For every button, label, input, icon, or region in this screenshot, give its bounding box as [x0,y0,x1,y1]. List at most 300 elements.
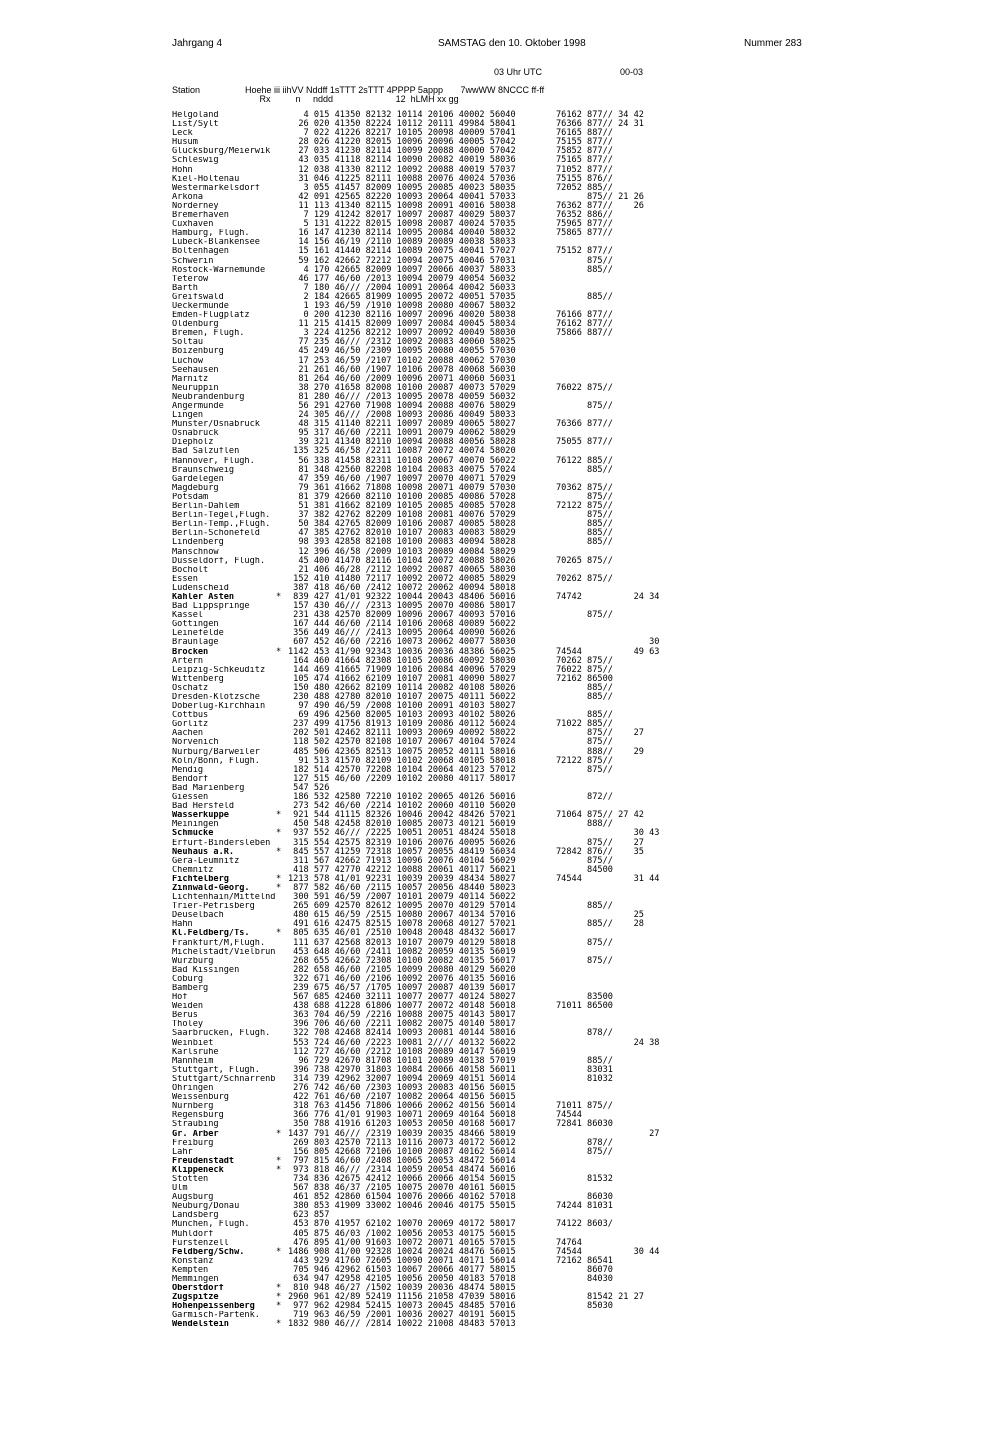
utc-time-label: 03 Uhr UTC [494,67,543,77]
weather-values: 70262 875// [556,573,613,584]
mountain-station-mark: * [276,1128,282,1139]
mountain-station-mark: * [276,1283,282,1294]
observation-values: 7 129 41242 82017 10097 20087 40029 58037 [288,210,516,221]
observation-values: 135 325 46/58 /2211 10087 20072 40074 58020 [288,446,516,457]
mountain-station-mark: * [276,1292,282,1303]
station-name: Braunlage [172,638,219,648]
observation-values: 453 870 41957 62102 10070 20069 40172 58017 [288,1219,516,1230]
mountain-station-mark: * [276,882,282,893]
observation-values: 273 542 46/60 /2214 10102 20060 40110 56020 [288,801,516,812]
observation-values: 14 156 46/19 /2110 10089 20089 40038 58033 [288,237,516,248]
volume-label: Jahrgang 4 [172,38,223,49]
observation-values: 231 438 42570 82009 10096 20067 40093 57016 [288,610,516,621]
station-name: Doberlug-Kirchhain [172,702,266,712]
station-name: Oschatz [172,683,209,693]
weather-values: 75155 876// [556,173,613,184]
station-name: Wittenberg [172,674,224,684]
observation-values: 356 449 46/// /2413 10095 20064 40090 56026 [288,628,516,639]
weather-values: 30 [556,637,660,648]
station-name: Osnabrück [172,429,219,439]
weather-values: 71022 885// [556,719,613,730]
observation-values: 1437 791 46/// /2319 10039 20035 48466 58019 [288,1128,516,1139]
weather-values: 885// 28 [556,919,644,930]
observation-values: 973 818 46/// /2314 10059 20054 48474 56016 [288,1164,516,1175]
observation-values: 547 526 [288,782,330,793]
weather-values: 75866 887// [556,328,613,339]
observation-values: 150 480 42662 82109 10114 20082 40108 58026 [288,682,516,693]
observation-values: 28 026 41220 82015 10096 20096 40005 57042 [288,137,516,148]
station-name: München, Flugh. [172,1220,250,1230]
observation-values: 15 161 41440 82114 10089 20075 40041 57027 [288,246,516,257]
weather-values: 75165 877// [556,155,613,166]
weather-values: 75055 877// [556,437,613,448]
station-name: Arkona [172,192,204,202]
observation-values: 105 474 41662 62109 10107 20081 40090 58027 [288,673,516,684]
observation-values: 269 803 42570 72113 10116 20073 40172 56012 [288,1137,516,1148]
observation-values: 387 418 46/60 /2412 10072 20062 40094 58018 [288,582,516,593]
weather-values: 875// 21 26 [556,191,644,202]
observation-values: 300 591 46/59 /2007 10101 20079 40114 56022 [288,892,516,903]
weather-values: 72122 875// [556,501,613,512]
station-name: Freiburg [172,1138,214,1148]
weather-values: 74544 [556,1110,582,1121]
station-name: Bremen, Flugh. [172,329,245,339]
observation-values: 438 688 41228 61806 10077 20072 40148 56018 [288,1001,516,1012]
weather-values: 76362 877// 26 [556,200,644,211]
observation-values: 24 305 46/// /2008 10093 20086 40049 58033 [288,410,516,421]
observation-values: 797 815 46/60 /2408 10065 20053 48472 56014 [288,1155,516,1166]
observation-values: 3 055 41457 82009 10095 20085 40023 58035 [288,182,516,193]
observation-values: 322 671 46/60 /2106 10092 20076 40135 56016 [288,973,516,984]
weather-values: 71011 86500 [556,1001,613,1012]
weather-values: 84500 [556,864,613,875]
station-name: Ulm [172,1184,188,1194]
weather-values: 81542 21 27 [556,1292,644,1303]
weather-values: 885// [556,291,613,302]
station-name: Meiningen [172,820,219,830]
station-name: Neubrandenburg [172,392,245,402]
station-name: Wendelstein [172,1320,229,1330]
weather-values: 76162 877// 34 42 [556,110,644,120]
weather-values: 71052 877// [556,164,613,175]
observation-values: 2 184 42665 81909 10095 20072 40051 57035 [288,291,516,302]
station-name: Essen [172,574,198,584]
station-name: Ueckermünde [172,301,229,311]
weather-values: 74544 49 63 [556,646,660,657]
station-name: Emden-Flugplatz [172,311,250,321]
mountain-station-mark: * [276,1319,282,1330]
station-name: Giessen [172,793,209,803]
observation-values: 202 501 42462 82111 10093 20069 40092 58022 [288,728,516,739]
station-name: Boizenburg [172,347,224,357]
mountain-station-mark: * [276,1246,282,1257]
station-name: Nürburg/Barweiler [172,747,260,757]
weather-values: 72842 876// 35 [556,846,644,857]
station-name: Diepholz [172,438,214,448]
weather-values: 75965 877// [556,219,613,230]
weather-values: 875// [556,737,613,748]
station-name: Berlin-Schönefeld [172,529,260,539]
weather-values: 74544 30 44 [556,1246,660,1257]
station-name: Marnitz [172,374,209,384]
station-name: Braunschweig [172,465,235,475]
observation-values: 46 177 46/60 /2013 10094 20079 40054 56032 [288,273,516,284]
station-name: Husum [172,138,198,148]
column-header-line2: Rx n nddd 12 hLMH xx gg [172,94,459,104]
observation-values: 79 361 41662 71808 10098 20071 40079 57030 [288,482,516,493]
period-label: 00-03 [620,67,644,77]
station-name: Mannheim [172,1056,214,1066]
station-name: Seehausen [172,365,219,375]
observation-values: 1 193 46/59 /1910 10098 20080 40067 58032 [288,300,516,311]
station-name: Bendorf [172,774,209,784]
station-name: Hof [172,993,188,1003]
observation-values: 1832 980 46/// /2814 10022 21008 48483 57013 [288,1319,516,1330]
station-name: Neuruppin [172,383,219,393]
station-name: Bad Marienberg [172,783,245,793]
mountain-station-mark: * [276,928,282,939]
weather-values: 81032 [556,1073,613,1084]
observation-values: 48 315 41140 82211 10097 20089 40065 58027 [288,419,516,430]
station-name: Kempten [172,1265,209,1275]
station-name: Lindenberg [172,538,224,548]
weather-values: 74122 8603/ [556,1219,613,1230]
weather-values: 888// 29 [556,746,644,757]
observation-values: 937 552 46/// /2225 10051 20051 48424 55018 [288,828,516,839]
station-name: Hohn [172,165,193,175]
weather-values: 75155 877// [556,137,613,148]
station-name: Mendig [172,765,204,775]
weather-values: 875// 27 [556,837,644,848]
station-name: Tholey [172,1020,204,1030]
station-name: Lingen [172,411,204,421]
station-name: Westermarkelsdorf [172,183,260,193]
station-name: Magdeburg [172,483,219,493]
station-name: Frankfurt/M,Flugh. [172,938,266,948]
observation-values: 450 548 42458 82010 10085 20073 40121 56019 [288,819,516,830]
weather-values: 30 43 [556,828,660,839]
station-name: Saarbrücken, Flugh. [172,1029,271,1039]
station-name: Lüchow [172,356,204,366]
weather-values: 76022 875// [556,664,613,675]
observation-values: 59 162 42662 72212 10094 20075 40046 57031 [288,255,516,266]
observation-values: 16 147 41230 82114 10095 20084 40040 58032 [288,228,516,239]
station-name: Brocken [172,647,209,657]
observation-values: 363 704 46/59 /2216 10088 20075 40143 58017 [288,1010,516,1021]
observation-values: 157 430 46/// /2313 10095 20070 40086 58017 [288,601,516,612]
weather-values: 878// [556,1028,613,1039]
station-name: Gera-Leumnitz [172,856,240,866]
observation-values: 37 382 42762 82209 10108 20081 40076 57029 [288,510,516,521]
weather-values: 875// [556,855,613,866]
observation-values: 322 708 42468 82414 10093 20081 40144 58016 [288,1028,516,1039]
observation-values: 43 035 41118 82114 10090 20082 40019 58036 [288,155,516,166]
weather-values: 75865 877// [556,228,613,239]
observation-values: 405 875 46/03 /1002 10056 20053 40175 56015 [288,1228,516,1239]
station-name: Weinbiet [172,1038,214,1048]
observation-values: 396 738 42970 31803 10084 20066 40158 56011 [288,1064,516,1075]
observation-values: 81 348 42560 82208 10104 20083 40075 57024 [288,464,516,475]
station-name: Leck [172,129,193,139]
station-name: Berlin-Tegel,Flugh. [172,511,271,521]
observation-values: 21 406 46/28 /2112 10092 20087 40065 58030 [288,564,516,575]
station-name: Helgoland [172,111,219,120]
station-name: Zinnwald-Georg. [172,883,250,893]
observation-values: 56 338 41458 82311 10108 20067 40070 56022 [288,455,516,466]
station-name: Würzburg [172,956,214,966]
station-name: Potsdam [172,492,209,502]
station-name: Fichtelberg [172,874,229,884]
station-name: Gr. Arber [172,1129,219,1139]
weather-values: 71064 875// 27 42 [556,810,644,821]
observation-values: 567 838 46/37 /2105 10075 20070 40161 56015 [288,1183,516,1194]
station-name: Gardelegen [172,474,224,484]
weather-values: 81532 [556,1173,613,1184]
observation-values: 12 396 46/58 /2009 10103 20089 40084 58029 [288,546,516,557]
station-name: Berlin-Dahlem [172,502,240,512]
mountain-station-mark: * [276,846,282,857]
station-name: Angermünde [172,402,224,411]
mountain-station-mark: * [276,828,282,839]
observation-values: 98 393 42858 82108 10100 20083 40094 58028 [288,537,516,548]
station-name: Straubing [172,1120,219,1130]
weather-values: 885// [556,264,613,275]
station-name: Münster/Osnabrück [172,420,260,430]
observation-values: 845 557 41259 72318 10057 20055 48419 56034 [288,846,516,857]
weather-values: 888// [556,819,613,830]
weather-values: 885// [556,901,613,912]
observation-values: 17 253 46/59 /2107 10102 20088 40062 57030 [288,355,516,366]
station-name: Bad Hersfeld [172,802,235,812]
station-table [172,111,732,1330]
observation-values: 47 385 42762 82010 10107 20083 40083 58029 [288,528,516,539]
observation-values: 182 514 42570 72208 10104 20064 40123 57012 [288,764,516,775]
station-name: Hannover, Flugh. [172,456,255,466]
weather-values: 70262 875// [556,655,613,666]
observation-values: 12 038 41330 82112 10092 20088 40019 57037 [288,164,516,175]
station-name: Karlsruhe [172,1047,219,1057]
weather-values: 885// [556,537,613,548]
observation-values: 45 249 46/50 /2309 10095 20080 40055 57030 [288,346,516,357]
station-name: Berlin-Temp.,Flugh. [172,520,271,530]
observation-values: 186 532 42580 72210 10102 20065 40126 56016 [288,792,516,803]
station-name: Bocholt [172,565,209,575]
station-name: Schmücke [172,829,214,839]
observation-values: 1142 453 41/90 92343 10036 20036 48386 56025 [288,646,516,657]
station-name: Leinefelde [172,629,224,639]
weather-values: 83500 [556,992,613,1003]
weather-values: 75852 877// [556,146,613,157]
weather-values: 70265 875// [556,555,613,566]
weather-values: 878// [556,1137,613,1148]
observation-values: 977 962 42984 52415 10073 20045 48485 57016 [288,1301,516,1312]
station-name: Teterow [172,274,209,284]
weather-values: 875// 27 [556,728,644,739]
observation-values: 314 739 42962 32007 10094 20069 40151 56014 [288,1073,516,1084]
weather-values: 86030 [556,1192,613,1203]
station-name: Trier-Petrisberg [172,902,255,912]
station-name: Barth [172,283,198,293]
observation-values: 111 637 42568 82013 10107 20079 40129 58018 [288,937,516,948]
mountain-station-mark: * [276,1301,282,1312]
station-name: Norderney [172,201,219,211]
observation-values: 38 270 41658 82008 10100 20087 40073 57029 [288,382,516,393]
observation-values: 396 706 46/60 /2211 10082 20075 40140 58017 [288,1019,516,1030]
observation-values: 81 280 46/// /2013 10095 20078 40059 56032 [288,391,516,402]
observation-values: 3 224 41256 82212 10097 20092 40049 58030 [288,328,516,339]
station-name: Schleswig [172,156,219,166]
station-name: Stötten [172,1174,209,1184]
weather-values: 76165 887// [556,128,613,139]
observation-values: 152 410 41480 72117 10092 20072 40085 58029 [288,573,516,584]
observation-values: 1213 578 41/01 92231 10039 20039 48434 58027 [288,873,516,884]
observation-values: 318 763 41456 71806 10066 20062 40156 56014 [288,1101,516,1112]
observation-values: 237 499 41756 81913 10109 20086 40112 56024 [288,719,516,730]
observation-values: 56 291 42760 71908 10094 20088 40076 58029 [288,401,516,411]
observation-values: 27 033 41230 82114 10099 20088 40000 57042 [288,146,516,157]
station-name: Köln/Bonn, Flugh. [172,756,260,766]
station-name: Lüdenscheid [172,583,229,593]
observation-values: 239 675 46/57 /1705 10097 20087 40139 56017 [288,983,516,993]
mountain-station-mark: * [276,810,282,821]
mountain-station-mark: * [276,1164,282,1175]
station-name: Stuttgart, Flugh. [172,1065,260,1075]
station-name: Manschnow [172,547,219,557]
station-name: Öhringen [172,1084,214,1094]
observation-values: 315 554 42575 82319 10106 20076 40095 56026 [288,837,516,848]
mountain-station-mark: * [276,646,282,657]
observation-values: 719 963 46/59 /2001 10036 20027 40191 56015 [288,1310,516,1321]
observation-values: 112 727 46/60 /2212 10108 20089 40147 56019 [288,1046,516,1057]
weather-values: 875// [556,955,613,966]
station-name: Aachen [172,729,204,739]
station-name: Bad Salzuflen [172,447,240,457]
station-name: Bad Kissingen [172,965,240,975]
observation-values: 453 648 46/60 /2411 10082 20059 40135 56019 [288,946,516,957]
observation-values: 7 022 41226 82217 10105 20098 40009 57041 [288,128,516,139]
station-name: Hamburg, Flugh. [172,229,250,239]
weather-values: 83031 [556,1064,613,1075]
weather-values: 76352 886// [556,210,613,221]
station-name: Cottbus [172,711,209,721]
observation-values: 156 805 42668 72106 10100 20087 40162 56014 [288,1146,516,1157]
station-name: Klippeneck [172,1165,224,1175]
weather-values: 74742 24 34 [556,591,660,602]
station-name: Mühldorf [172,1229,214,1239]
station-name: Lübeck-Blankensee [172,238,260,248]
observation-values: 268 655 42662 72308 10100 20082 40135 56017 [288,955,516,966]
observation-values: 805 635 46/01 /2510 10048 20048 48432 56017 [288,928,516,939]
table-row [172,775,732,784]
station-name: Lahr [172,1147,193,1157]
observation-values: 634 947 42958 42105 10056 20050 40183 57018 [288,1274,516,1284]
weather-values: 70362 875// [556,482,613,493]
observation-values: 4 015 41350 82132 10114 20106 40002 56040 [288,110,516,120]
observation-values: 418 577 42770 42212 10088 20061 40117 56021 [288,864,516,875]
station-name: Cuxhaven [172,220,214,230]
station-name: Coburg [172,974,204,984]
weather-values: 885// [556,464,613,475]
station-name: Neuhaus a.R. [172,847,235,857]
weather-values: 75152 877// [556,246,613,257]
weather-values: 24 38 [556,1037,660,1048]
observation-values: 810 948 46/27 /1502 10039 20036 48474 58015 [288,1283,516,1294]
observation-values: 144 469 41665 71909 10106 20084 40096 57029 [288,664,516,675]
observation-values: 127 515 46/60 /2209 10102 20080 40117 58017 [288,773,516,784]
observation-values: 734 836 42675 42412 10066 20066 40154 56015 [288,1173,516,1184]
observation-values: 480 615 46/59 /2515 10080 20067 40134 57016 [288,910,516,921]
weather-values: 875// [556,491,613,502]
weather-values: 875// [556,937,613,948]
station-name: Lichtenhain/Mittelnd [172,893,276,903]
weather-values: 27 [556,1128,660,1139]
station-name: Stuttgart/Schnarrenb [172,1074,276,1084]
weather-values: 84030 [556,1274,613,1284]
observation-values: 26 020 41350 82224 10112 20111 49984 58041 [288,119,516,130]
observation-values: 877 582 46/60 /2115 10057 20056 48440 58023 [288,882,516,893]
station-name: Hohenpeissenberg [172,1302,255,1312]
observation-values: 2960 961 42/89 52419 11156 21058 47039 58016 [288,1292,516,1303]
weather-values: 76366 877// [556,419,613,430]
station-name: Kl.Feldberg/Ts. [172,929,250,939]
station-name: Bamberg [172,984,209,993]
weather-values: 72052 885// [556,182,613,193]
observation-values: 21 261 46/60 /1907 10106 20078 40068 56030 [288,364,516,375]
observation-values: 623 857 [288,1210,330,1221]
station-name: Kahler Asten [172,592,235,602]
observation-values: 91 513 41570 82109 10102 20068 40105 58018 [288,755,516,766]
weather-values: 72841 86030 [556,1119,613,1130]
observation-values: 607 452 46/60 /2216 10073 20062 40077 58030 [288,637,516,648]
station-name: Artern [172,656,204,666]
mountain-station-mark: * [276,591,282,602]
observation-values: 443 929 41760 72605 10090 20071 40171 56014 [288,1255,516,1266]
weather-values: 885// [556,710,613,721]
station-name: Leipzig-Schkeuditz [172,665,266,675]
station-name: Augsburg [172,1193,214,1203]
weather-values: 885// [556,692,613,702]
observation-values: 97 490 46/59 /2008 10100 20091 40103 58027 [288,701,516,712]
observation-values: 167 444 46/60 /2114 10106 20068 40089 56022 [288,619,516,630]
table-row [172,1320,732,1329]
observation-values: 705 946 42962 61503 10067 20066 40177 58015 [288,1264,516,1275]
station-name: Chemnitz [172,865,214,875]
weather-values: 875// [556,255,613,266]
observation-values: 350 788 41916 61203 10053 20050 40168 56017 [288,1119,516,1130]
station-name: Memmingen [172,1275,219,1284]
station-name: Schwerin [172,256,214,266]
weather-values: 885// [556,528,613,539]
observation-values: 422 761 46/60 /2107 10082 20064 40156 56015 [288,1092,516,1103]
observation-values: 485 506 42365 82513 10075 20052 40111 58016 [288,746,516,757]
station-name: Hahn [172,920,193,930]
observation-values: 31 046 41225 82111 10088 20076 40024 57036 [288,173,516,184]
observation-values: 366 776 41/01 91903 10071 20069 40164 56018 [288,1110,516,1121]
station-name: Michelstadt/Vielbrun [172,947,276,957]
weather-values: 875// [556,1146,613,1157]
observation-values: 4 170 42665 82009 10097 20066 40037 58033 [288,264,516,275]
observation-values: 921 544 41115 82326 10046 20042 48426 57021 [288,810,516,821]
station-name: Feldberg/Schw. [172,1247,245,1257]
observation-values: 77 235 46/// /2312 10092 20083 40060 58025 [288,337,516,348]
weather-values: 76166 877// [556,310,613,321]
weather-values: 85030 [556,1301,613,1312]
weather-values: 25 [556,910,644,921]
station-name: Nörvenich [172,738,219,748]
observation-values: 476 895 41/00 91603 10072 20071 40165 57015 [288,1237,516,1248]
station-name: Göttingen [172,620,219,630]
station-name: Konstanz [172,1256,214,1266]
